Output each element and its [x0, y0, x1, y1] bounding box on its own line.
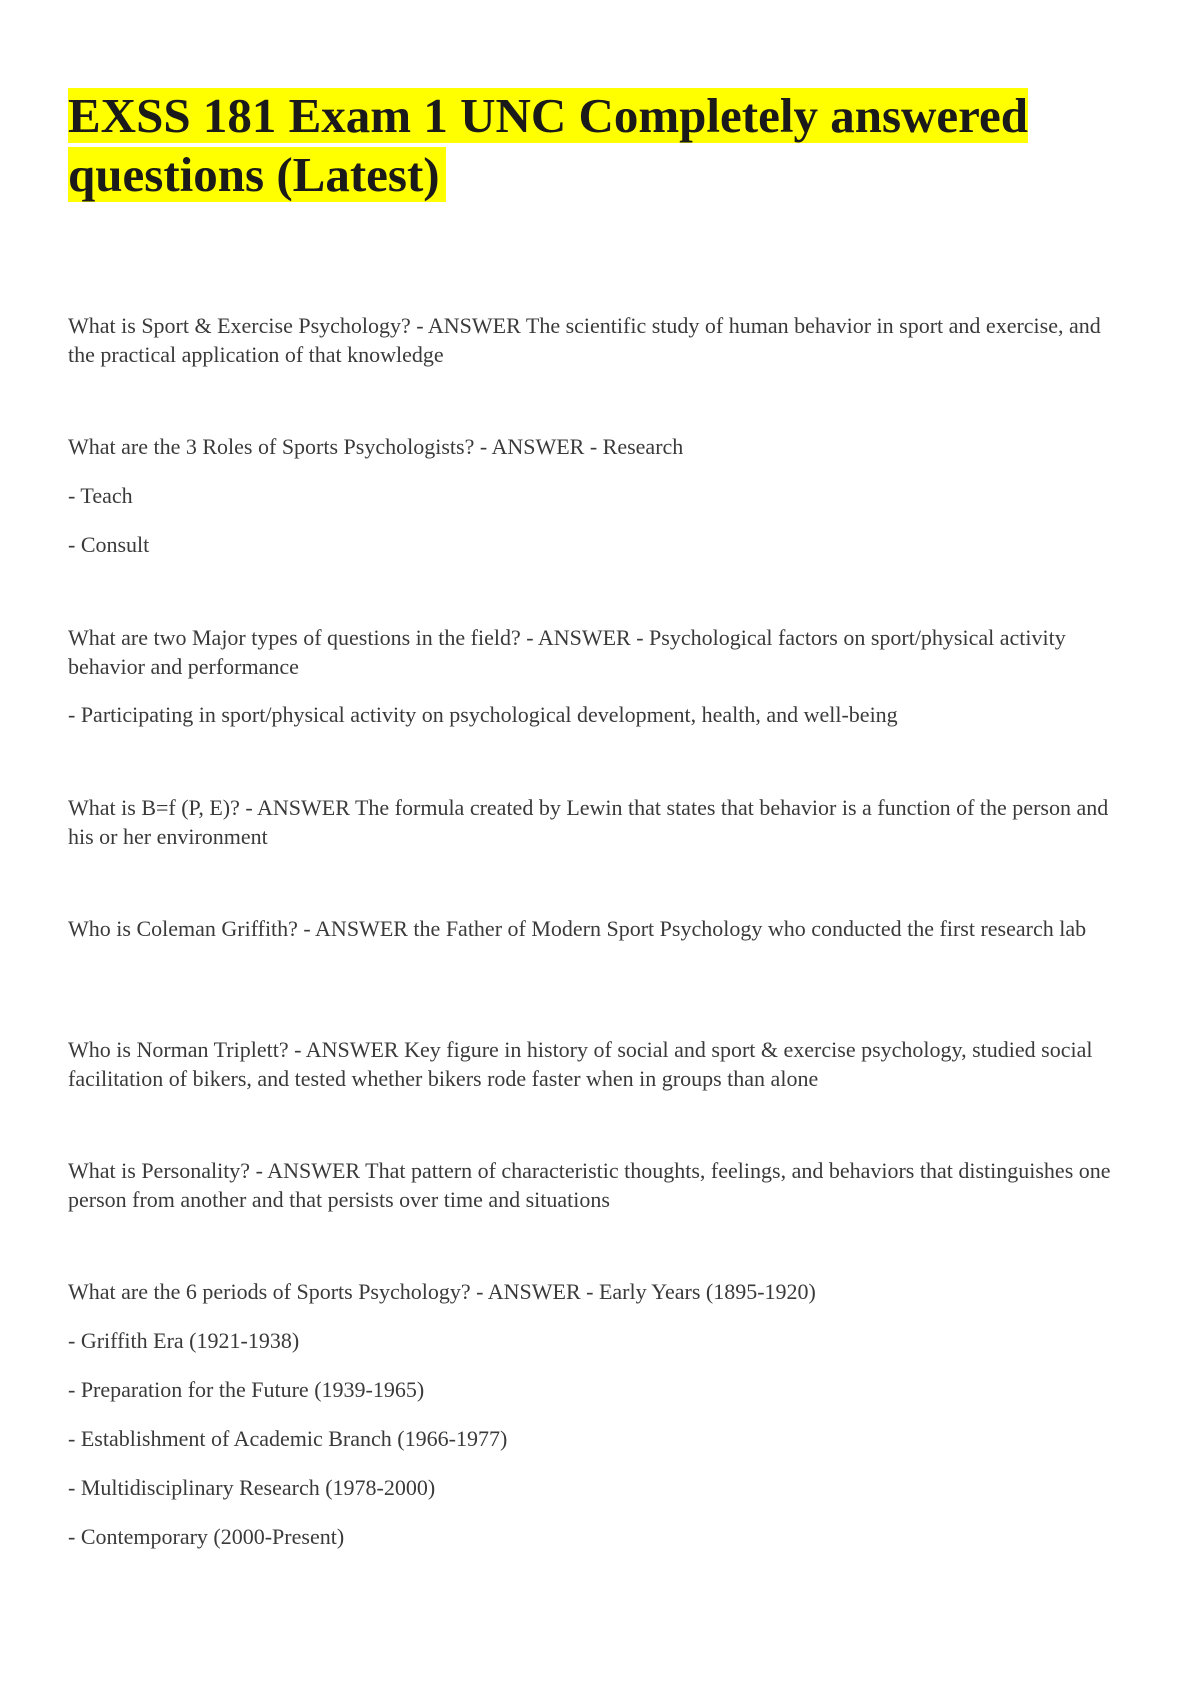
document-title [68, 86, 1118, 204]
answer-participating-in-sport: - Participating in sport/physical activity on psychological development, health, and well-being [68, 702, 898, 727]
qa-major-types-of-questions: What are two Major types of questions in the field? - ANSWER - Psychological factors on sport/physical activity behavior and performance [68, 625, 1066, 679]
qa-personality: What is Personality? - ANSWER That pattern of characteristic thoughts, feelings, and behaviors that distinguishes one person from another and that persists over time and situations [68, 1158, 1111, 1212]
period-establishment-of-academic-branch: - Establishment of Academic Branch (1966-1977) [68, 1426, 508, 1451]
period-multidisciplinary-research: - Multidisciplinary Research (1978-2000) [68, 1475, 436, 1500]
period-contemporary: - Contemporary (2000-Present) [68, 1524, 345, 1549]
qa-norman-triplett: Who is Norman Triplett? - ANSWER Key figure in history of social and sport & exercise psychology, studied social facilitation of bikers, and tested whether bikers rode faster when in groups than alone [68, 1037, 1093, 1091]
answer-teach: - Teach [68, 483, 133, 508]
qa-coleman-griffith: Who is Coleman Griffith? - ANSWER the Father of Modern Sport Psychology who conducted the first research lab [68, 916, 1087, 941]
qa-b-equals-f-p-e: What is B=f (P, E)? - ANSWER The formula created by Lewin that states that behavior is a function of the person and his or her environment [68, 795, 1109, 849]
qa-roles-of-sports-psychologists: What are the 3 Roles of Sports Psychologists? - ANSWER - Research [68, 434, 684, 459]
answer-consult: - Consult [68, 532, 150, 557]
period-griffith-era: - Griffith Era (1921-1938) [68, 1328, 300, 1353]
qa-six-periods-of-sports-psychology: What are the 6 periods of Sports Psychology? - ANSWER - Early Years (1895-1920) [68, 1279, 816, 1304]
qa-sport-exercise-psychology: What is Sport & Exercise Psychology? - ANSWER The scientific study of human behavior in sport and exercise, and the practical application of that knowledge [68, 313, 1101, 367]
period-preparation-for-the-future: - Preparation for the Future (1939-1965) [68, 1377, 425, 1402]
title-highlight: EXSS 181 Exam 1 UNC Completely answered questions (Latest) [68, 88, 1029, 202]
